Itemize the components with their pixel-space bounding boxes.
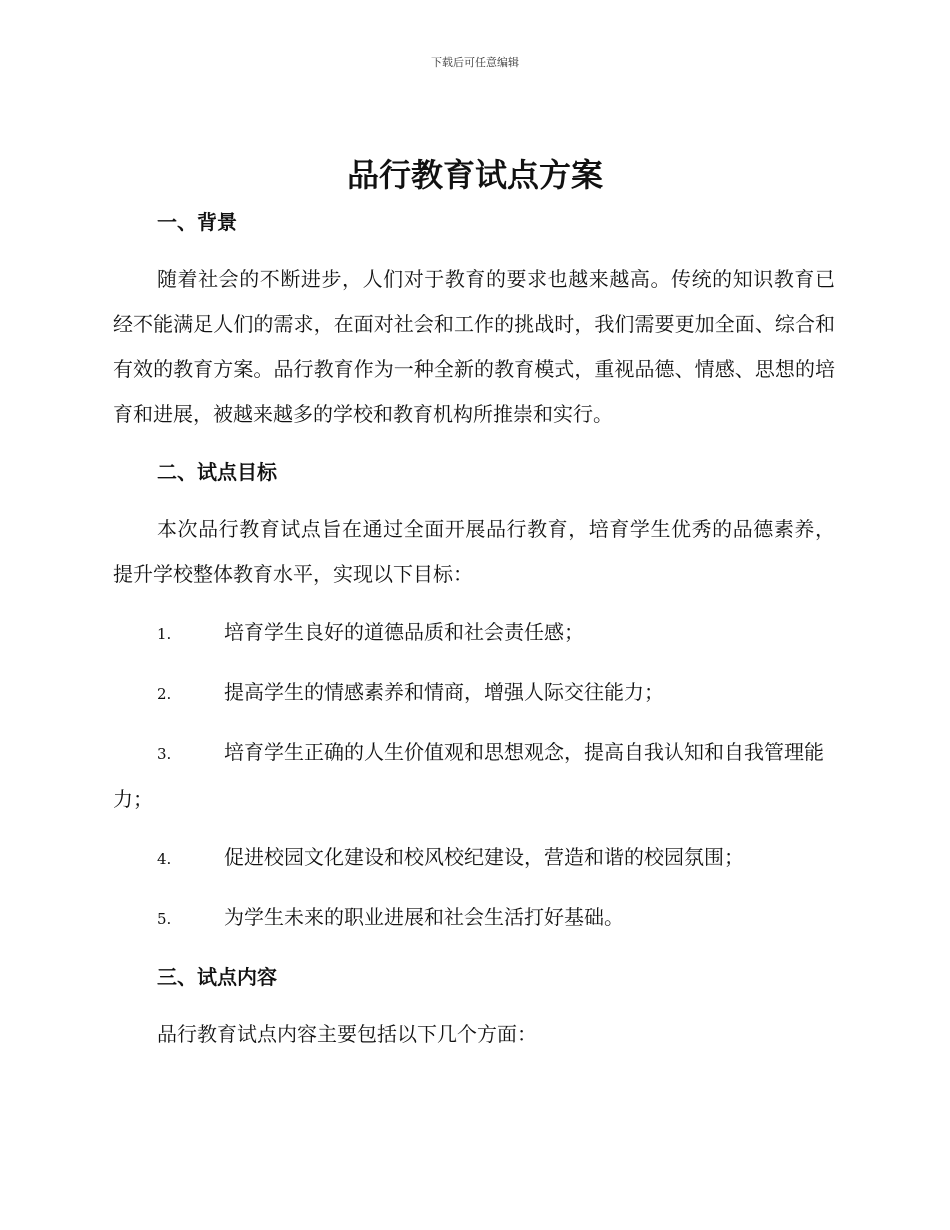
list-number: 1.: [157, 625, 172, 643]
list-item-text: 培育学生正确的人生价值观和思想观念，提高自我认知和自我管理能力；: [113, 740, 824, 811]
header-note: 下载后可任意编辑: [431, 56, 519, 69]
goals-paragraph: 本次品行教育试点旨在通过全面开展品行教育，培育学生优秀的品德素养，提升学校整体教育水平，实现以下目标：: [113, 517, 835, 586]
goal-list-item: [113, 670, 835, 717]
list-number: 2.: [157, 685, 172, 703]
list-number: 5.: [157, 910, 172, 928]
section-heading-background: 一、背景: [157, 210, 237, 234]
section-heading-content: 三、试点内容: [157, 965, 277, 989]
document-title: 品行教育试点方案: [346, 156, 603, 194]
goal-list-item: [113, 730, 835, 822]
list-number: 4.: [157, 850, 172, 868]
list-item-text: 促进校园文化建设和校风校纪建设，营造和谐的校园氛围；: [224, 845, 744, 869]
document-body: [113, 200, 835, 1057]
list-item-text: 培育学生良好的道德品质和社会责任感；: [224, 620, 584, 644]
section-heading-goals: 二、试点目标: [157, 460, 277, 484]
list-item-text: 为学生未来的职业进展和社会生活打好基础。: [224, 905, 624, 929]
background-paragraph: 随着社会的不断进步，人们对于教育的要求也越来越高。传统的知识教育已经不能满足人们的需求，在面对社会和工作的挑战时，我们需要更加全面、综合和有效的教育方案。品行教育作为一种全新的教育模式，重视品德、情感、思想的培育和进展，被越来越多的学校和教育机构所推崇和实行。: [113, 267, 835, 426]
content-paragraph: 品行教育试点内容主要包括以下几个方面：: [157, 1022, 537, 1046]
list-item-text: 提高学生的情感素养和情商，增强人际交往能力；: [224, 680, 664, 704]
goal-list-item: [113, 835, 835, 882]
goal-list-item: [113, 610, 835, 657]
goal-list-item: [113, 895, 835, 942]
list-number: 3.: [157, 745, 172, 763]
